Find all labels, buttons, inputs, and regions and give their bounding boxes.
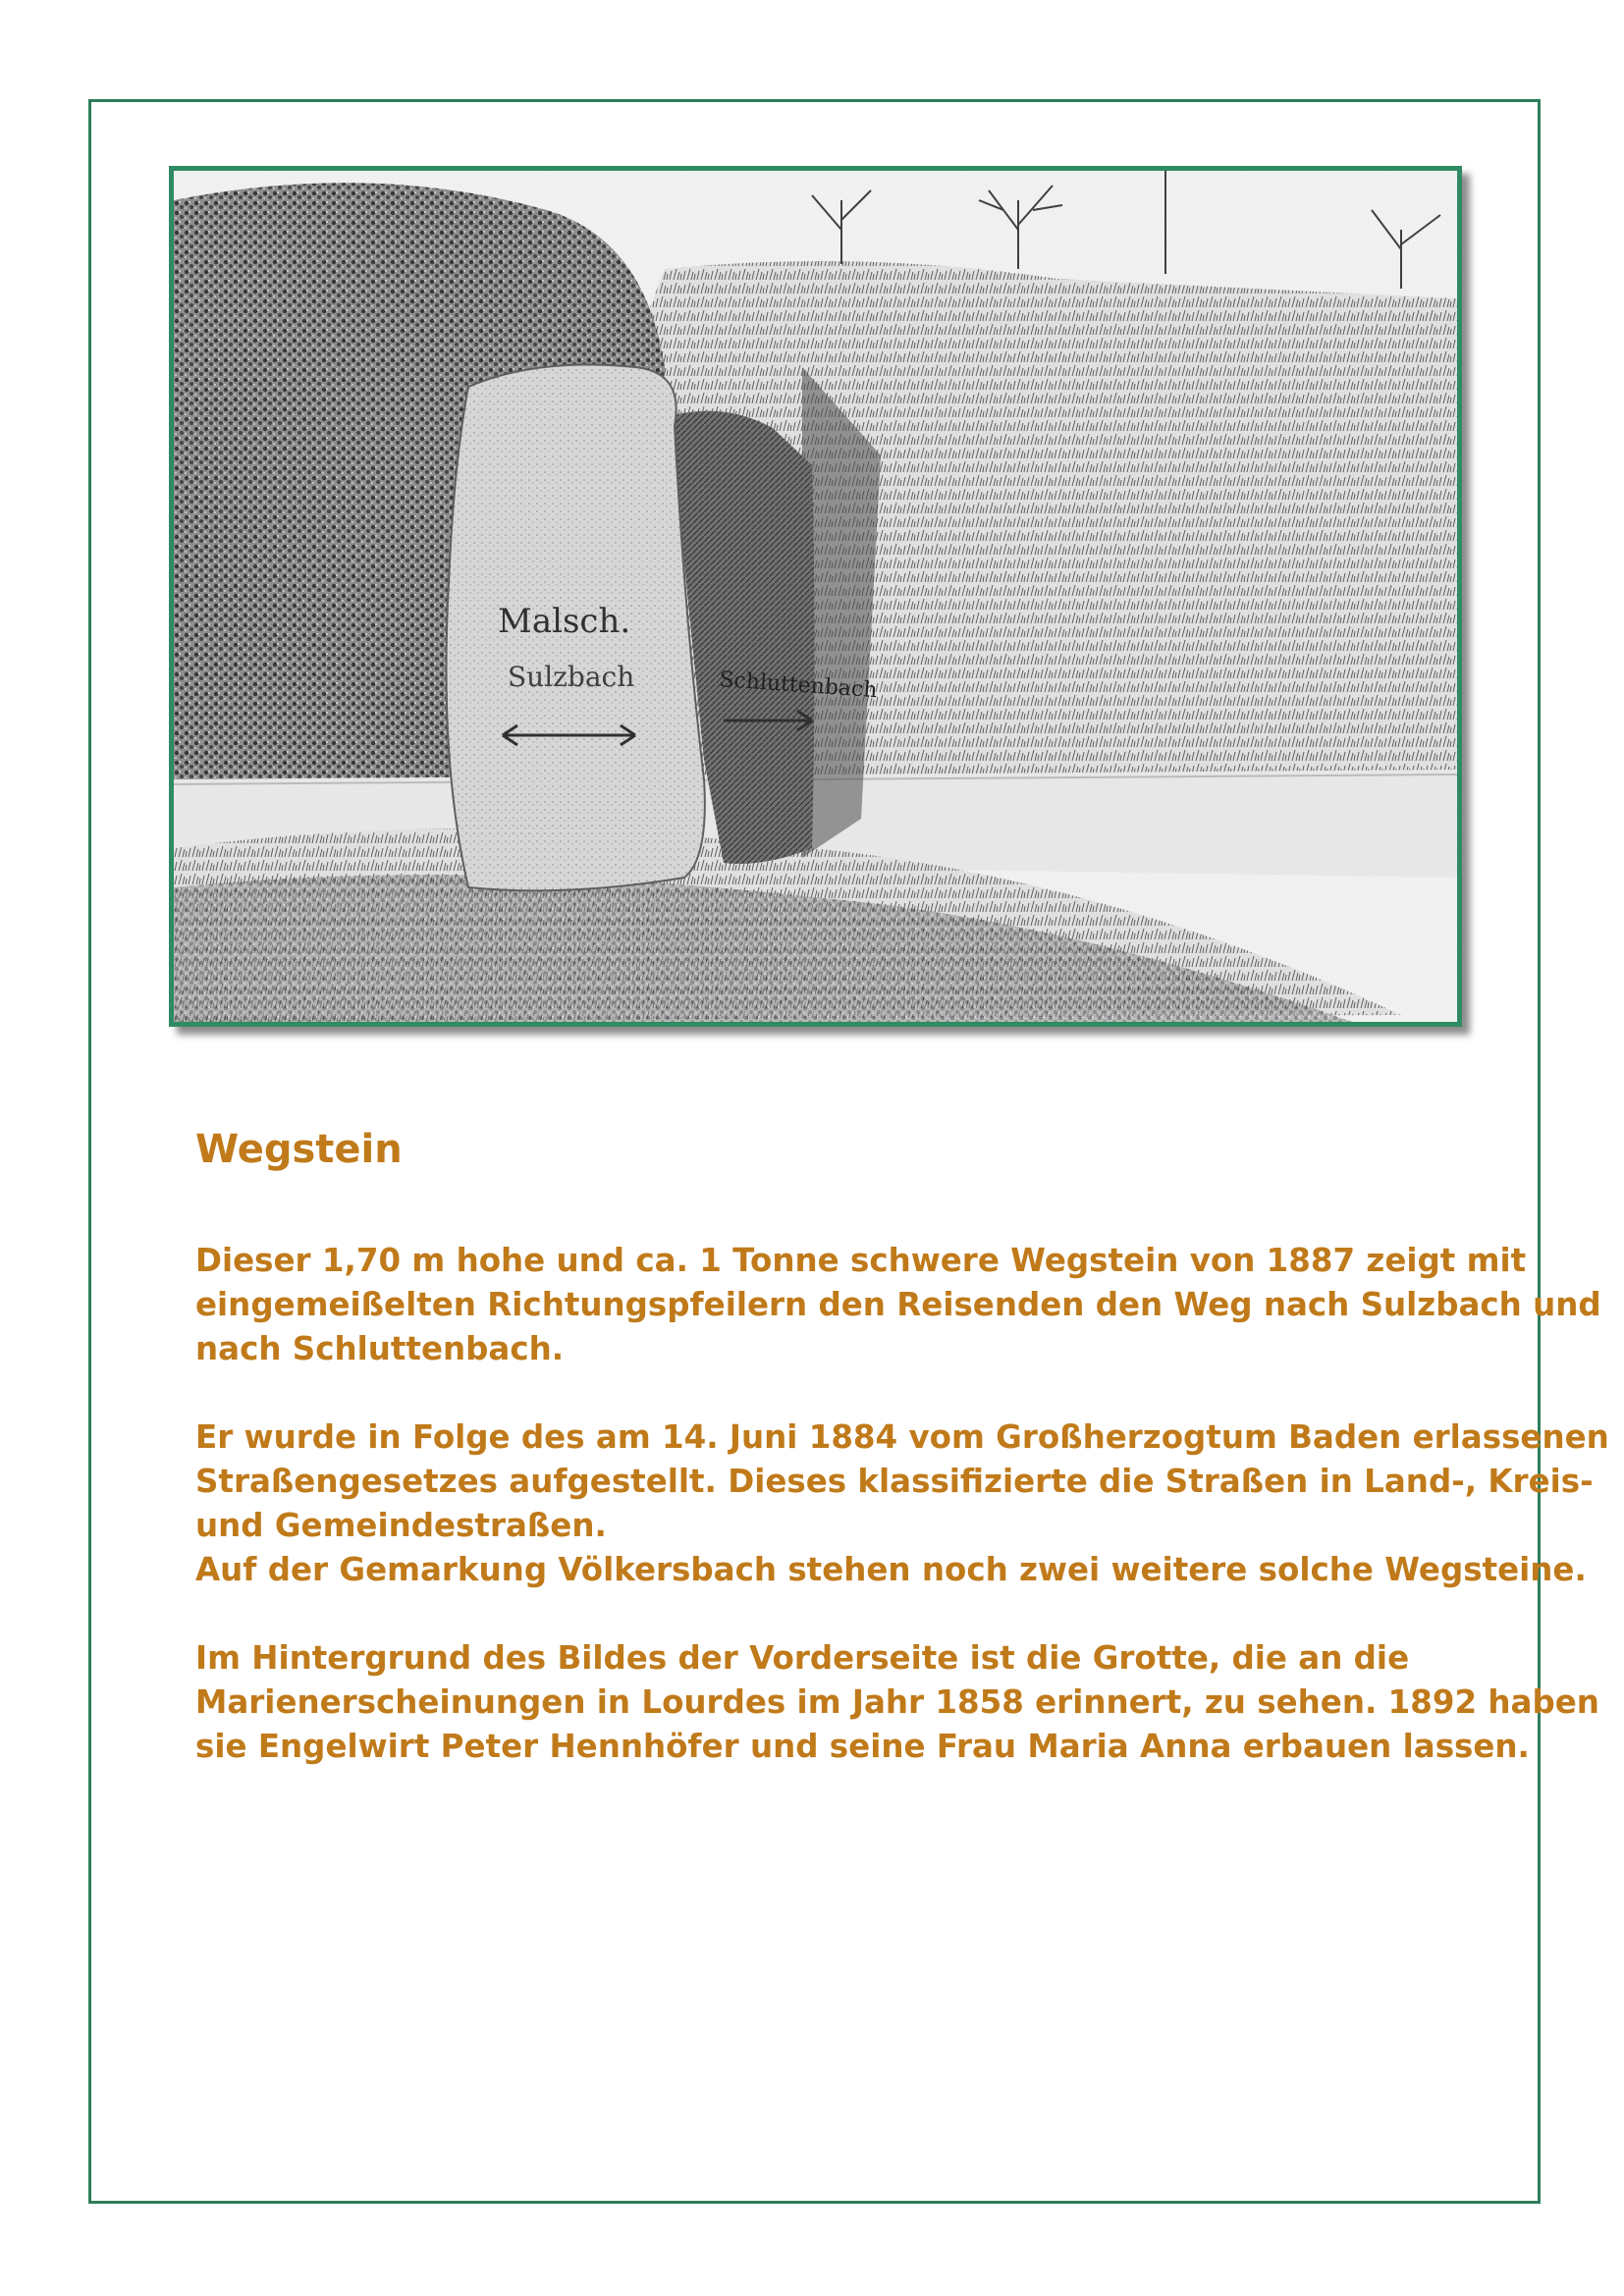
text-line: Marienerscheinungen in Lourdes im Jahr 1858 erinnert, zu sehen. 1892 haben [195, 1683, 1599, 1721]
text-line: Dieser 1,70 m hohe und ca. 1 Tonne schwere Wegstein von 1887 zeigt mit [195, 1242, 1527, 1279]
stone-text-sulzbach: Sulzbach [508, 661, 635, 693]
stone-text-schluttenbach: Schluttenbach [718, 667, 879, 704]
paragraph-2 [195, 1415, 1609, 1592]
paragraph-3 [195, 1636, 1599, 1769]
text-line: und Gemeindestraßen. [195, 1507, 607, 1544]
stone-text-malsch: Malsch. [498, 602, 631, 641]
text-line: sie Engelwirt Peter Hennhöfer und seine Frau Maria Anna erbauen lassen. [195, 1728, 1530, 1765]
paragraph-1 [195, 1239, 1601, 1371]
text-line: Straßengesetzes aufgestellt. Dieses klassifizierte die Straßen in Land-, Kreis- [195, 1463, 1594, 1500]
text-line: Auf der Gemarkung Völkersbach stehen noch zwei weitere solche Wegsteine. [195, 1551, 1587, 1588]
text-line: eingemeißelten Richtungspfeilern den Reisenden den Weg nach Sulzbach und [195, 1286, 1601, 1323]
text-line: Im Hintergrund des Bildes der Vorderseite ist die Grotte, die an die [195, 1639, 1410, 1677]
text-line: nach Schluttenbach. [195, 1330, 565, 1367]
description-text [195, 1239, 1609, 1813]
milestone-photo [169, 166, 1462, 1027]
milestone-photo-icon [174, 171, 1457, 1022]
text-line: Er wurde in Folge des am 14. Juni 1884 vom Großherzogtum Baden erlassenen [195, 1418, 1609, 1456]
page-title: Wegstein [195, 1127, 403, 1172]
